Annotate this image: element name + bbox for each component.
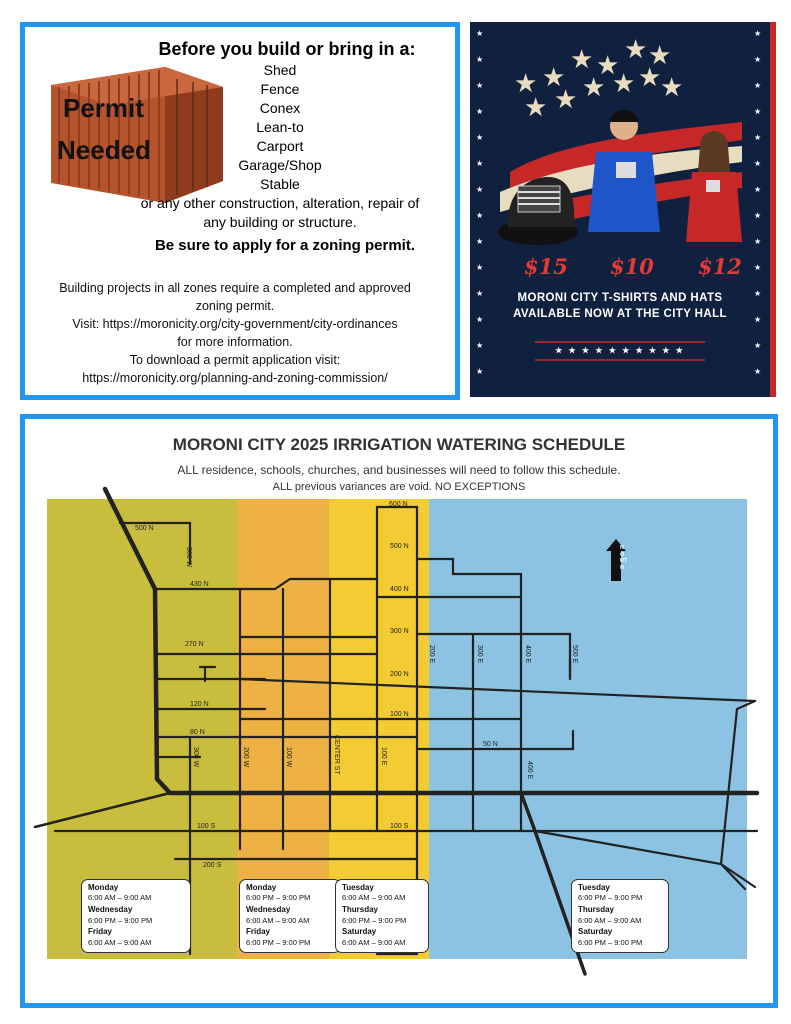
street-label: 300 N [390,628,409,635]
street-label: CENTER ST [333,735,340,775]
zone-1-schedule-card [81,879,191,953]
zone-4-schedule-card [571,879,669,953]
time-range: 6:00 AM – 9:00 AM [88,893,152,903]
street-label: 270 N [185,641,204,648]
day-label: Tuesday [578,883,610,892]
svg-text:★: ★ [754,185,762,194]
street-label: 400 E [524,645,531,664]
schedule-subtitle-1: ALL residence, schools, churches, and businesses will need to follow this schedule. [177,463,621,477]
promo-panel [470,22,776,397]
permit-item: Stable [260,176,300,192]
time-range: 6:00 PM – 9:00 PM [246,893,311,903]
svg-text:★: ★ [476,211,484,220]
svg-text:★: ★ [754,55,762,64]
day-label: Thursday [342,905,379,915]
promo-line1: MORONI CITY T-SHIRTS AND HATS [517,292,723,304]
street-label: 50 N [483,741,498,748]
promo-star-border [470,22,770,397]
svg-text:★: ★ [476,81,484,90]
svg-text:★: ★ [476,185,484,194]
svg-text:★: ★ [476,289,484,298]
permit-ordinances-link[interactable]: Visit: https://moronicity.org/city-government/city-ordinances [72,317,398,331]
street-label: 200 S [203,862,222,869]
svg-text:★: ★ [476,133,484,142]
svg-text:★: ★ [612,69,636,99]
street-label: 500 N [135,525,154,532]
permit-item: Conex [259,100,301,116]
time-range: 6:00 AM – 9:00 AM [578,915,642,925]
day-label: Friday [88,927,113,937]
svg-text:★: ★ [754,133,762,142]
zone-3-schedule-card [335,879,429,953]
street-label: 200 W [242,747,249,768]
svg-text:★: ★ [476,367,484,376]
street-label: 400 N [390,586,409,593]
svg-text:★: ★ [514,69,538,99]
permit-body-line: Building projects in all zones require a completed and approved [59,281,411,295]
svg-text:★: ★ [754,315,762,324]
permit-item: Shed [263,62,297,78]
street-label: 300 W [192,747,199,768]
permit-stamp-line2: Needed [57,135,151,165]
svg-text:★: ★ [754,81,762,90]
promo-star-row: ★ ★ ★ ★ ★ ★ ★ ★ ★ ★ [555,346,685,355]
street-label: 120 N [190,701,209,708]
day-label: Saturday [578,927,613,937]
svg-text:★: ★ [754,341,762,350]
svg-text:★: ★ [476,315,484,324]
svg-text:★: ★ [754,159,762,168]
permit-other-line2: any building or structure. [203,214,357,230]
svg-text:★: ★ [754,289,762,298]
svg-text:★: ★ [754,367,762,376]
street-label: 600 N [389,501,408,508]
time-range: 6:00 PM – 9:00 PM [342,915,407,925]
day-label: Wednesday [88,905,133,915]
street-label: 300 W [185,547,192,568]
street-label: 500 E [571,645,578,664]
permit-item: Carport [256,138,304,154]
time-range: 6:00 PM – 9:00 PM [578,937,643,947]
svg-text:★: ★ [596,51,620,81]
street-label: 300 E [476,645,483,664]
permit-body-line: zoning permit. [195,299,275,313]
street-label: 400 E [526,761,533,780]
svg-text:★: ★ [754,263,762,272]
promo-line2: AVAILABLE NOW AT THE CITY HALL [513,308,727,320]
svg-text:★: ★ [554,85,578,115]
svg-text:★: ★ [570,45,594,75]
time-range: 6:00 AM – 9:00 AM [342,893,406,903]
time-range: 6:00 PM – 9:00 PM [578,893,643,903]
permit-body-line: To download a permit application visit: [129,353,341,367]
permit-panel [20,22,460,400]
time-range: 6:00 PM – 9:00 PM [246,937,311,947]
svg-text:★: ★ [754,107,762,116]
svg-text:★: ★ [582,73,606,103]
watering-schedule-panel [20,414,778,1008]
schedule-subtitle-2: ALL previous variances are void. NO EXCEPTIONS [272,481,526,493]
svg-text:★: ★ [476,55,484,64]
svg-text:★: ★ [754,29,762,38]
svg-text:★: ★ [638,63,662,93]
time-range: 6:00 AM – 9:00 AM [342,937,406,947]
schedule-title: MORONI CITY 2025 IRRIGATION WATERING SCHEDULE [172,435,626,454]
time-range: 6:00 PM – 9:00 PM [88,915,153,925]
svg-text:★: ★ [624,35,648,65]
zone-2-schedule-card [239,879,341,953]
permit-item: Fence [260,81,300,97]
svg-text:★: ★ [754,211,762,220]
permit-application-link[interactable]: https://moronicity.org/planning-and-zoning-commission/ [82,371,388,385]
svg-text:★: ★ [542,63,566,93]
street-label: 430 N [190,581,209,588]
shipping-container-image [47,57,225,203]
day-label: Tuesday [342,883,374,892]
svg-text:★: ★ [476,107,484,116]
street-label: 100 S [390,823,409,830]
svg-text:★: ★ [754,237,762,246]
day-label: Saturday [342,927,377,937]
street-label: 200 N [390,671,409,678]
svg-text:★: ★ [476,341,484,350]
permit-item: Garage/Shop [238,157,322,173]
red-shirt-price: $12 [698,254,742,279]
svg-text:★: ★ [660,73,684,103]
street-label: 80 N [190,729,205,736]
street-label: 100 N [390,711,409,718]
svg-text:★: ★ [524,93,548,123]
svg-text:★: ★ [648,41,672,71]
time-range: 6:00 AM – 9:00 AM [246,915,310,925]
street-label: 100 W [285,747,292,768]
north-label: NORTH [620,545,628,571]
day-label: Thursday [578,905,615,915]
day-label: Monday [246,883,277,892]
street-label: 200 E [428,645,435,664]
day-label: Friday [246,927,271,937]
svg-text:★: ★ [476,263,484,272]
blue-shirt-price: $10 [610,254,654,279]
svg-text:★: ★ [476,29,484,38]
permit-item: Lean-to [256,119,304,135]
permit-body-line: for more information. [177,335,293,349]
street-label: 500 N [390,543,409,550]
permit-apply-line: Be sure to apply for a zoning permit. [154,237,416,254]
street-label: 100 E [380,747,387,766]
time-range: 6:00 AM – 9:00 AM [88,937,152,947]
svg-text:★: ★ [476,159,484,168]
permit-title: Before you build or bring in a: [158,39,416,59]
svg-text:★: ★ [476,237,484,246]
day-label: Monday [88,883,119,892]
street-label: 100 S [197,823,216,830]
day-label: Wednesday [246,905,291,915]
person-blue-shirt [588,110,660,232]
permit-other-line1: or any other construction, alteration, repair of [140,195,420,211]
permit-stamp-line1: Permit [63,93,144,123]
hat-price: $15 [524,254,568,279]
